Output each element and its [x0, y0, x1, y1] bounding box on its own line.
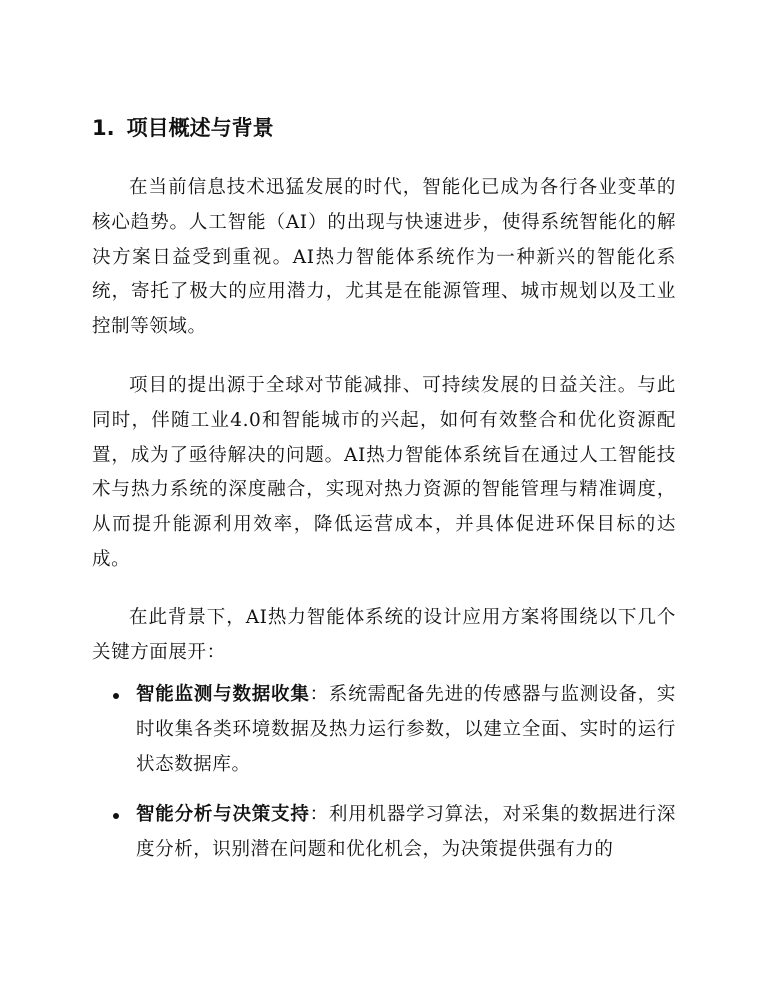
- list-item: [0, 678, 676, 782]
- list-item-text: ：系统需配备先进的传感器与监测设备，实时收集各类环境数据及热力运行参数，以建立全面、实时的运行状态数据库。: [136, 684, 677, 775]
- list-item: [0, 798, 676, 868]
- section-title: 项目概述与背景: [126, 116, 274, 140]
- list-item-text: ：利用机器学习算法，对采集的数据进行深度分析，识别潜在问题和优化机会，为决策提供强有力的: [136, 804, 677, 861]
- key-aspects-list: [0, 678, 765, 884]
- list-item-lead: 智能分析与决策支持: [136, 804, 310, 826]
- section-heading: [92, 112, 274, 144]
- section-number: 1.: [92, 116, 115, 140]
- paragraph-intro: 在当前信息技术迅猛发展的时代，智能化已成为各行各业变革的核心趋势。人工智能（AI）的出现与快速进步，使得系统智能化的解决方案日益受到重视。AI热力智能体系统作为一种新兴的智能化系统，寄托了极大的应用潜力，尤其是在能源管理、城市规划以及工业控制等领域。: [92, 177, 676, 338]
- list-item-lead: 智能监测与数据收集: [136, 684, 310, 705]
- bullet-icon: [113, 813, 119, 819]
- bullet-icon: [113, 693, 119, 699]
- paragraph-motivation: 项目的提出源于全球对节能减排、可持续发展的日益关注。与此同时，伴随工业4.0和智能城市的兴起，如何有效整合和优化资源配置，成为了亟待解决的问题。AI热力智能体系统旨在通过人工智能技术与热力系统的深度融合，实现对热力资源的智能管理与精准调度，从而提升能源利用效率，降低运营成本，并具体促进环保目标的达成。: [92, 375, 676, 570]
- paragraph-outline: 在此背景下，AI热力智能体系统的设计应用方案将围绕以下几个关键方面展开：: [92, 607, 676, 663]
